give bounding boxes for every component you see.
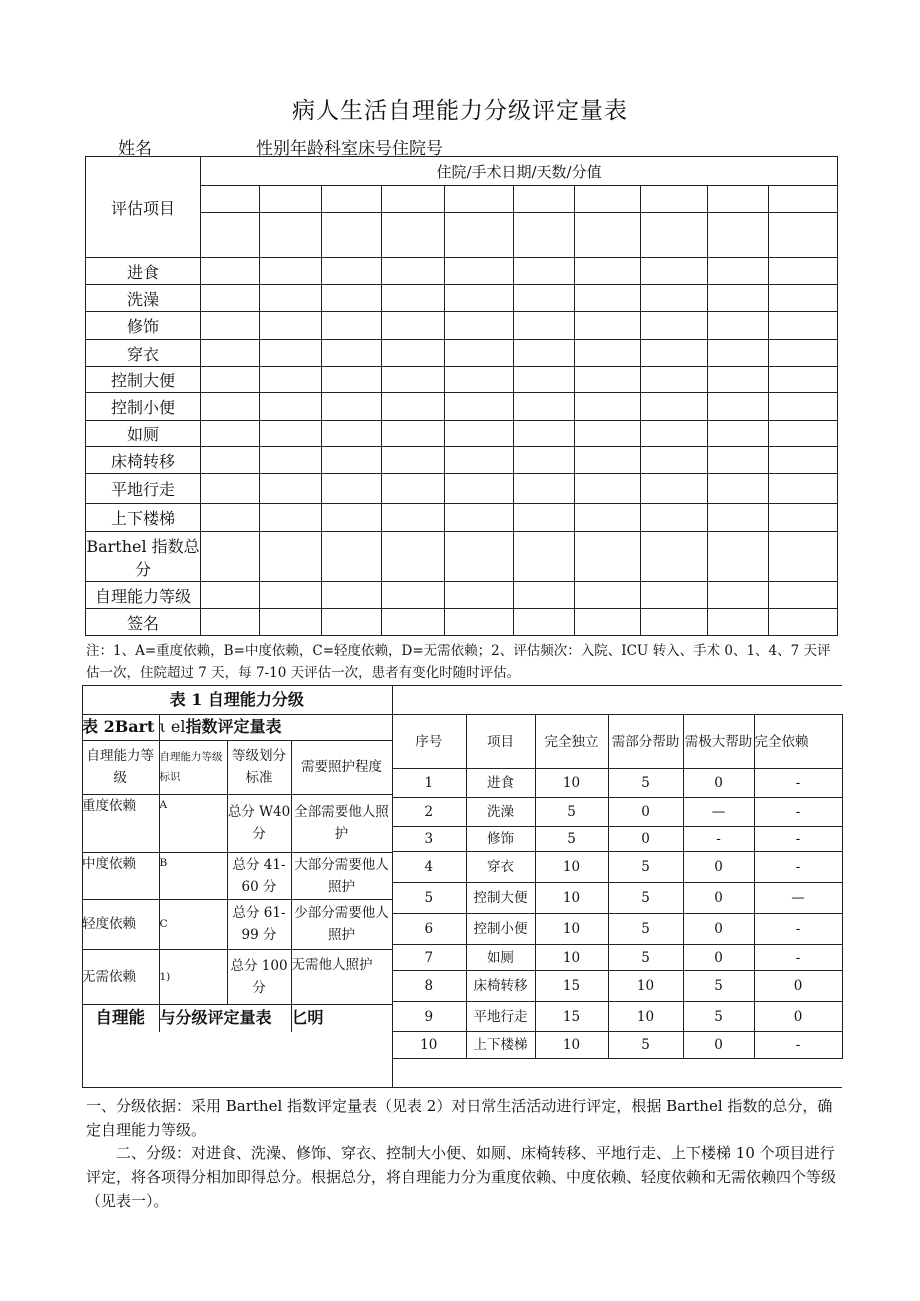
assessment-item-label: 上下楼梯 [86,504,201,532]
barthel-cell: 5 [683,1002,754,1032]
score-cell[interactable] [708,447,769,474]
barthel-row [392,1002,842,1032]
barthel-cell: 5 [608,852,683,883]
table2-title-part-a: 表 2Bart [82,714,159,740]
score-cell[interactable] [575,421,641,447]
score-cell[interactable] [445,504,514,532]
score-cell[interactable] [260,532,322,582]
barthel-header-independent: 完全独立 [535,715,608,769]
score-cell[interactable] [445,258,514,285]
barthel-cell: - [754,798,842,827]
score-cell[interactable] [708,340,769,367]
barthel-cell: 修饰 [466,827,535,852]
score-cell[interactable] [514,474,575,504]
score-cell[interactable] [769,340,838,367]
assessment-row [86,367,838,393]
assessment-item-label: 洗澡 [86,285,201,312]
barthel-cell: 8 [392,971,466,1002]
score-cell[interactable] [445,421,514,447]
score-cell[interactable] [322,504,382,532]
assessment-row [86,504,838,532]
assessment-row [86,582,838,609]
barthel-cell: 10 [608,1002,683,1032]
barthel-row [392,798,842,827]
level-range: 总分 41-60 分 [227,852,291,899]
barthel-cell: - [754,852,842,883]
score-cell[interactable] [769,367,838,393]
score-cell[interactable] [514,258,575,285]
score-cell[interactable] [445,609,514,636]
levels-header-range: 等级划分标准 [227,740,291,794]
assessment-item-label: 穿衣 [86,340,201,367]
assessment-item-label: 如厕 [86,421,201,447]
score-cell[interactable] [575,582,641,609]
level-care: 大部分需要他人照护 [291,852,392,899]
score-cell[interactable] [260,582,322,609]
assessment-item-label: 平地行走 [86,474,201,504]
score-cell[interactable] [575,474,641,504]
score-cell[interactable] [708,258,769,285]
date-header: 住院/手术日期/天数/分值 [201,157,838,186]
barthel-cell: 3 [392,827,466,852]
score-cell[interactable] [322,393,382,421]
barthel-row [392,852,842,883]
level-care: 全部需要他人照护 [291,794,392,852]
barthel-cell: 4 [392,852,466,883]
score-cell[interactable] [641,312,708,340]
score-cell[interactable] [708,421,769,447]
barthel-cell: 上下楼梯 [466,1032,535,1059]
levels-header-code: 自理能力等级标识 [159,740,227,794]
barthel-cell: 5 [608,769,683,798]
barthel-cell: 0 [754,1002,842,1032]
level-care: 无需他人照护 [291,949,392,1004]
page-title: 病人生活自理能力分级评定量表 [292,98,628,124]
assessment-row [86,340,838,367]
footer-part-b: 与分级评定量表 [159,1004,291,1032]
score-cell[interactable] [382,474,445,504]
score-cell[interactable] [769,532,838,582]
section-divider-bottom [82,1087,842,1088]
score-cell[interactable] [514,447,575,474]
score-cell[interactable] [445,582,514,609]
barthel-cell: 0 [683,914,754,945]
barthel-cell: 15 [535,1002,608,1032]
barthel-cell: 5 [683,971,754,1002]
score-cell[interactable] [708,393,769,421]
score-cell[interactable] [641,474,708,504]
barthel-header-major-help: 需极大帮助 [683,715,754,769]
score-cell[interactable] [201,609,260,636]
score-cell[interactable] [641,258,708,285]
barthel-cell: 1 [392,769,466,798]
note-text: 注：1、A=重度依赖，B=中度依赖，C=轻度依赖，D=无需依赖；2、评估频次：入院、ICU 转入、手术 0、1、4、7 天评估一次，住院超过 7 天，每 7-10 天评估一次，患者有变化时随时评估。 [86,643,831,681]
barthel-cell: - [754,1032,842,1059]
score-cell[interactable] [322,258,382,285]
assessment-row [86,421,838,447]
barthel-cell: 穿衣 [466,852,535,883]
score-cell[interactable] [575,285,641,312]
score-cell[interactable] [201,474,260,504]
score-cell[interactable] [322,609,382,636]
score-cell[interactable] [769,393,838,421]
score-cell[interactable] [769,312,838,340]
score-cell[interactable] [769,285,838,312]
score-cell[interactable] [382,340,445,367]
score-cell[interactable] [322,285,382,312]
paragraph-grading: 二、分级：对进食、洗澡、修饰、穿衣、控制大小便、如厕、床椅转移、平地行走、上下楼梯 10 个项目进行评定，将各项得分相加即得总分。根据总分，将自理能力分为重度依赖、中度依赖、轻度依赖和无需依赖四个等级（见表一）。 [86,1144,837,1210]
barthel-cell: 0 [608,827,683,852]
barthel-cell: 5 [608,883,683,914]
barthel-cell: - [754,914,842,945]
table2-title-part-b: ι el [159,717,186,736]
barthel-cell: — [683,798,754,827]
barthel-header-no: 序号 [392,715,466,769]
score-cell[interactable] [708,609,769,636]
barthel-cell: 10 [535,1032,608,1059]
score-cell[interactable] [575,532,641,582]
score-cell[interactable] [201,285,260,312]
score-cell[interactable] [445,340,514,367]
barthel-cell: 0 [754,971,842,1002]
barthel-cell: 0 [683,1032,754,1059]
levels-table [82,686,393,1032]
level-code: C [159,899,227,949]
score-cell[interactable] [575,504,641,532]
score-cell[interactable] [201,340,260,367]
score-cell[interactable] [769,447,838,474]
score-cell[interactable] [445,285,514,312]
barthel-cell: — [754,883,842,914]
score-cell[interactable] [708,474,769,504]
score-cell[interactable] [575,340,641,367]
barthel-cell: 2 [392,798,466,827]
barthel-cell: - [754,769,842,798]
barthel-cell: 6 [392,914,466,945]
score-cell[interactable] [445,367,514,393]
assessment-row [86,393,838,421]
score-cell[interactable] [575,312,641,340]
score-cell[interactable] [708,367,769,393]
score-cell[interactable] [445,447,514,474]
levels-header-level: 自理能力等级 [82,740,159,794]
score-cell[interactable] [514,609,575,636]
score-cell[interactable] [514,367,575,393]
level-range: 总分 61-99 分 [227,899,291,949]
barthel-cell: 如厕 [466,945,535,971]
score-cell[interactable] [201,504,260,532]
score-cell[interactable] [641,532,708,582]
score-cell[interactable] [260,474,322,504]
score-cell[interactable] [201,393,260,421]
score-cell[interactable] [514,340,575,367]
score-cell[interactable] [260,447,322,474]
barthel-cell: - [683,827,754,852]
assessment-row [86,447,838,474]
score-cell[interactable] [322,532,382,582]
patient-fields-label: 性别年龄科室床号住院号 [256,139,443,159]
score-cell[interactable] [382,367,445,393]
barthel-row [392,1032,842,1059]
score-cell[interactable] [708,582,769,609]
score-cell[interactable] [382,582,445,609]
score-cell[interactable] [445,393,514,421]
score-cell[interactable] [382,447,445,474]
score-cell[interactable] [260,285,322,312]
barthel-header-partial-help: 需部分帮助 [608,715,683,769]
level-code: 1) [159,949,227,1004]
table1-title: 表 1 自理能力分级 [82,686,392,714]
barthel-cell: - [754,827,842,852]
barthel-cell: 10 [535,883,608,914]
barthel-header-item: 项目 [466,715,535,769]
score-cell[interactable] [322,312,382,340]
score-cell[interactable] [382,504,445,532]
barthel-cell: 5 [392,883,466,914]
barthel-cell: 0 [608,798,683,827]
score-cell[interactable] [445,312,514,340]
score-cell[interactable] [641,609,708,636]
score-cell[interactable] [260,367,322,393]
item-header: 评估项目 [86,157,201,258]
barthel-cell: 10 [608,971,683,1002]
barthel-cell: 控制小便 [466,914,535,945]
barthel-cell: 10 [535,852,608,883]
assessment-row [86,532,838,582]
score-cell[interactable] [514,393,575,421]
score-cell[interactable] [514,504,575,532]
level-row-moderate: 中度依赖 [82,852,159,899]
level-row-severe: 重度依赖 [82,794,159,852]
barthel-cell: 10 [535,945,608,971]
assessment-item-label: Barthel 指数总分 [86,532,201,582]
score-cell[interactable] [201,421,260,447]
barthel-row [392,971,842,1002]
barthel-table [392,714,843,1059]
barthel-cell: 10 [535,769,608,798]
assessment-row [86,474,838,504]
barthel-cell: 5 [535,827,608,852]
assessment-item-label: 自理能力等级 [86,582,201,609]
score-cell[interactable] [260,609,322,636]
score-cell[interactable] [322,474,382,504]
barthel-cell: 0 [683,883,754,914]
score-cell[interactable] [575,609,641,636]
score-cell[interactable] [769,474,838,504]
score-cell[interactable] [708,285,769,312]
level-care: 少部分需要他人照护 [291,899,392,949]
barthel-cell: 5 [608,945,683,971]
footer-part-a: 自理能 [82,1004,159,1032]
score-cell[interactable] [322,582,382,609]
name-label: 姓名 [118,139,152,159]
score-cell[interactable] [260,421,322,447]
assessment-item-label: 进食 [86,258,201,285]
score-cell[interactable] [201,367,260,393]
score-cell[interactable] [322,340,382,367]
barthel-cell: 5 [608,1032,683,1059]
score-cell[interactable] [514,532,575,582]
levels-header-care: 需要照护程度 [291,740,392,794]
score-cell[interactable] [708,312,769,340]
score-cell[interactable] [769,504,838,532]
level-code: A [159,794,227,852]
barthel-row [392,945,842,971]
score-cell[interactable] [445,532,514,582]
score-cell[interactable] [641,393,708,421]
score-cell[interactable] [322,421,382,447]
score-cell[interactable] [708,504,769,532]
score-cell[interactable] [201,532,260,582]
barthel-cell: 平地行走 [466,1002,535,1032]
score-cell[interactable] [382,421,445,447]
score-cell[interactable] [201,312,260,340]
barthel-rows [392,769,842,1059]
assessment-row [86,312,838,340]
assessment-row [86,285,838,312]
score-cell[interactable] [708,532,769,582]
score-cell[interactable] [769,582,838,609]
score-cell[interactable] [769,258,838,285]
assessment-item-label: 控制大便 [86,367,201,393]
assessment-item-label: 床椅转移 [86,447,201,474]
score-cell[interactable] [575,393,641,421]
footer-part-c: 匕明 [291,1004,392,1032]
score-cell[interactable] [382,285,445,312]
barthel-cell: 洗澡 [466,798,535,827]
score-cell[interactable] [575,258,641,285]
barthel-row [392,827,842,852]
score-cell[interactable] [641,447,708,474]
score-cell[interactable] [641,340,708,367]
score-cell[interactable] [260,340,322,367]
score-cell[interactable] [445,474,514,504]
barthel-cell: 9 [392,1002,466,1032]
barthel-cell: 5 [608,914,683,945]
score-cell[interactable] [201,447,260,474]
assessment-table [85,156,838,636]
score-cell[interactable] [322,367,382,393]
assessment-row [86,258,838,285]
barthel-row [392,769,842,798]
score-cell[interactable] [382,609,445,636]
barthel-cell: - [754,945,842,971]
level-row-mild: 轻度依赖 [82,899,159,949]
score-cell[interactable] [575,367,641,393]
barthel-cell: 7 [392,945,466,971]
score-cell[interactable] [382,312,445,340]
barthel-header-dependent: 完全依赖 [754,715,842,769]
score-cell[interactable] [575,447,641,474]
score-cell[interactable] [641,504,708,532]
score-cell[interactable] [769,609,838,636]
score-cell[interactable] [382,393,445,421]
barthel-cell: 0 [683,945,754,971]
score-cell[interactable] [769,421,838,447]
score-cell[interactable] [641,285,708,312]
barthel-row [392,914,842,945]
barthel-cell: 0 [683,852,754,883]
barthel-row [392,883,842,914]
barthel-cell: 控制大便 [466,883,535,914]
barthel-cell: 5 [535,798,608,827]
barthel-cell: 10 [535,914,608,945]
barthel-cell: 10 [392,1032,466,1059]
assessment-item-label: 签名 [86,609,201,636]
assessment-row [86,609,838,636]
table2-title-part-c: ι el指数评定量表 [159,714,392,740]
score-cell[interactable] [322,447,382,474]
level-range: 总分 W40 分 [227,794,291,852]
barthel-cell: 0 [683,769,754,798]
score-cell[interactable] [641,582,708,609]
score-cell[interactable] [260,393,322,421]
level-row-independent: 无需依赖 [82,949,159,1004]
assessment-item-label: 控制小便 [86,393,201,421]
score-cell[interactable] [201,582,260,609]
score-cell[interactable] [260,312,322,340]
score-cell[interactable] [201,258,260,285]
score-cell[interactable] [514,312,575,340]
score-cell[interactable] [382,258,445,285]
level-range: 总分 100 分 [227,949,291,1004]
paragraph-basis: 一、分级依据：采用 Barthel 指数评定量表（见表 2）对日常生活活动进行评定，根据 Barthel 指数的总分，确定自理能力等级。 [86,1097,833,1139]
score-cell[interactable] [260,504,322,532]
score-cell[interactable] [514,285,575,312]
score-cell[interactable] [260,258,322,285]
score-cell[interactable] [514,421,575,447]
barthel-cell: 15 [535,971,608,1002]
score-cell[interactable] [641,421,708,447]
level-code: B [159,852,227,899]
assessment-item-label: 修饰 [86,312,201,340]
barthel-cell: 床椅转移 [466,971,535,1002]
score-cell[interactable] [382,532,445,582]
barthel-cell: 进食 [466,769,535,798]
score-cell[interactable] [641,367,708,393]
score-cell[interactable] [514,582,575,609]
